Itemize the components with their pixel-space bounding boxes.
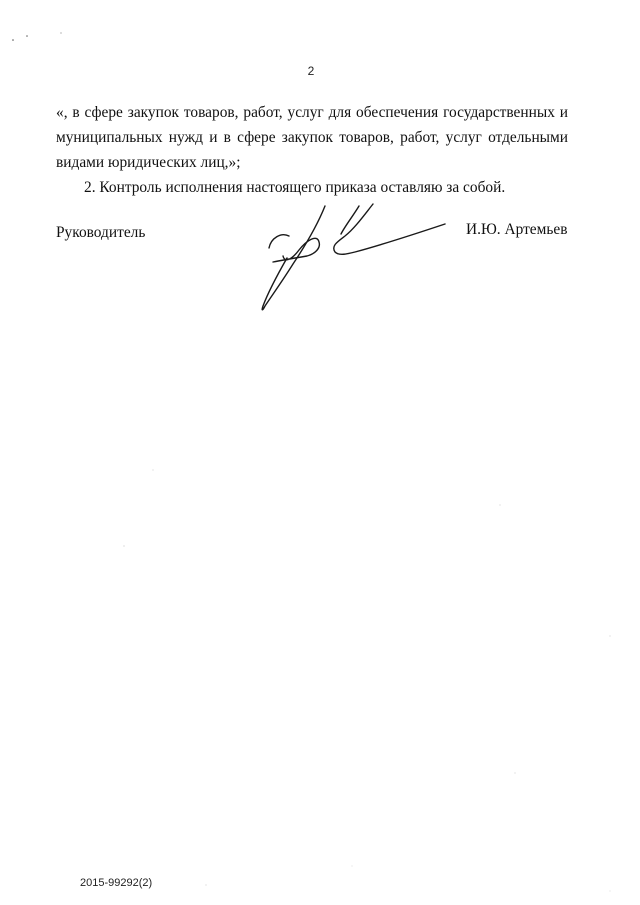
continuation-paragraph-last-line: видами юридических лиц,»;	[56, 154, 241, 171]
continuation-paragraph: «, в сфере закупок товаров, работ, услуг для обеспечения государственных и муниципальных нужд и в сфере закупок товаров, работ, услуг отдельными	[56, 104, 568, 146]
signatory-name: И.Ю. Артемьев	[466, 221, 568, 238]
handwritten-signature-icon	[255, 198, 450, 316]
item-2-paragraph: 2. Контроль исполнения настоящего приказа оставляю за собой.	[84, 179, 506, 196]
document-id: 2015-99292(2)	[80, 877, 153, 889]
signatory-role: Руководитель	[56, 224, 146, 241]
page-number: 2	[307, 64, 315, 78]
